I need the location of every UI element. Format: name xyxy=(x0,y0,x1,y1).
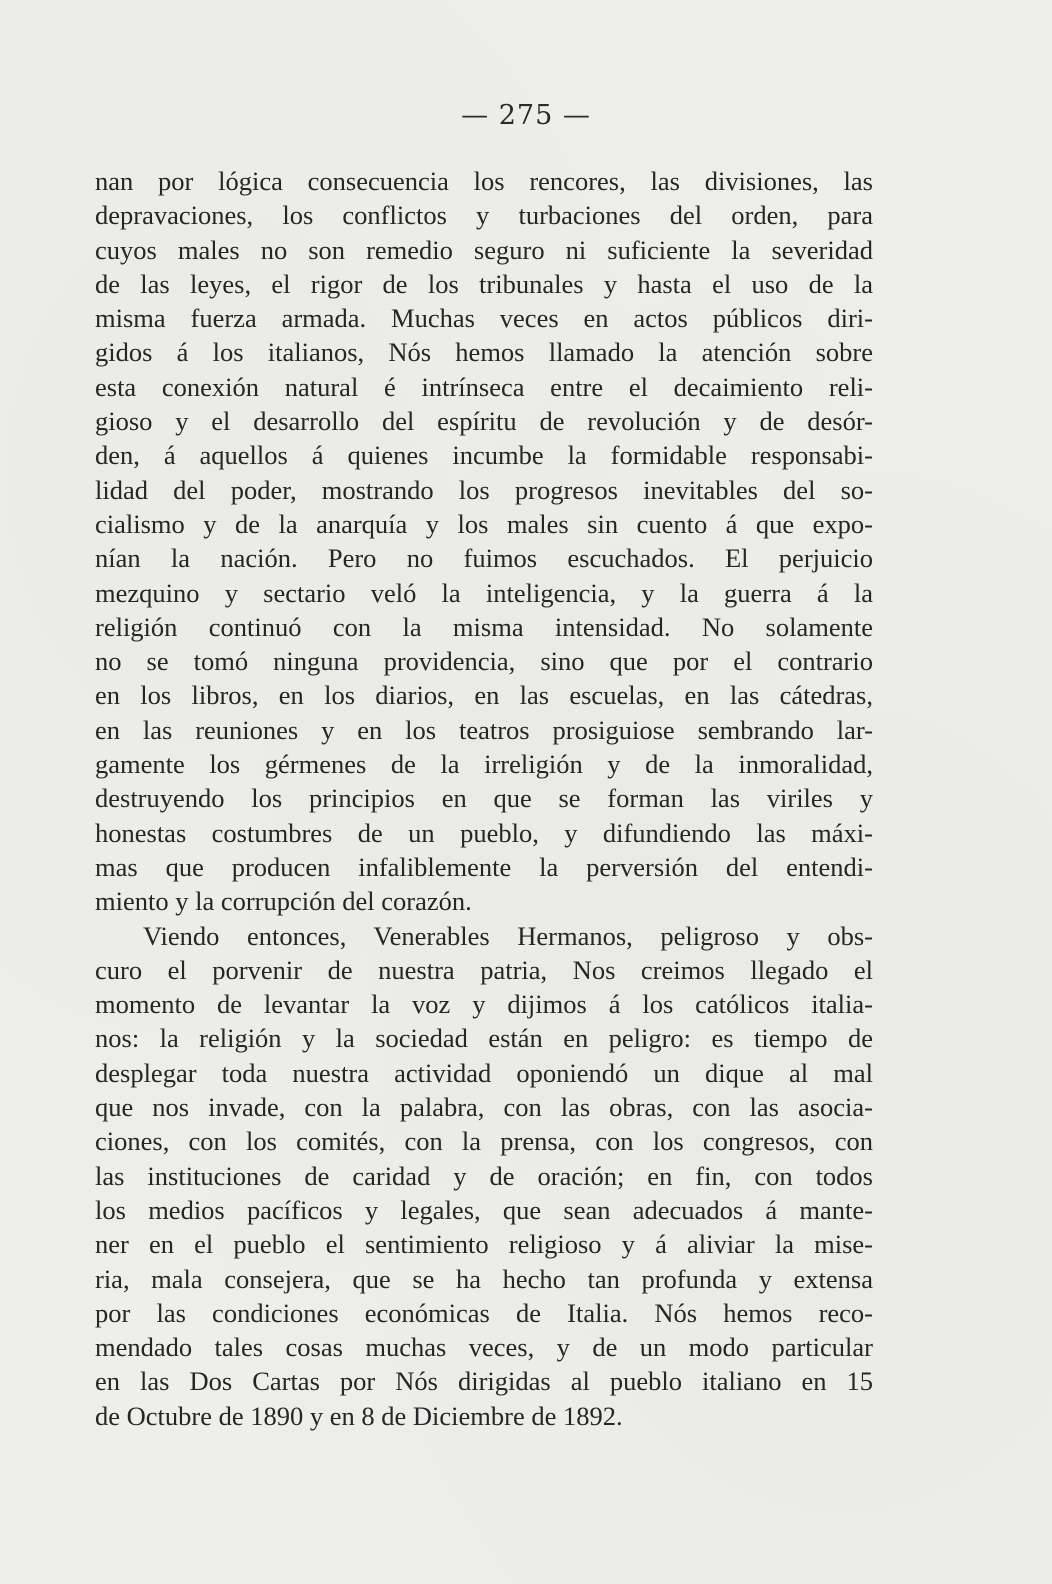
text-line: mendado tales cosas muchas veces, y de un modo particular xyxy=(95,1332,873,1363)
body-text xyxy=(95,164,873,1433)
text-line: misma fuerza armada. Muchas veces en actos públicos diri- xyxy=(95,303,873,334)
text-line: ria, mala consejera, que se ha hecho tan profunda y extensa xyxy=(95,1263,873,1294)
text-line: religión continuó con la misma intensidad. No solamente xyxy=(95,611,873,642)
text-line: mezquino y sectario veló la inteligencia, y la guerra á la xyxy=(95,577,873,608)
text-line: gioso y el desarrollo del espíritu de revolución y de desór- xyxy=(95,406,873,437)
text-line: nían la nación. Pero no fuimos escuchados. El perjuicio xyxy=(95,543,873,574)
text-line: ner en el pueblo el sentimiento religioso y á aliviar la mise- xyxy=(95,1229,873,1260)
text-line: gidos á los italianos, Nós hemos llamado la atención sobre xyxy=(95,337,873,368)
text-line: depravaciones, los conflictos y turbaciones del orden, para xyxy=(95,200,873,231)
text-line: por las condiciones económicas de Italia. Nós hemos reco- xyxy=(95,1297,873,1328)
text-line: cuyos males no son remedio seguro ni suficiente la severidad xyxy=(95,234,873,265)
text-line: nan por lógica consecuencia los rencores, las divisiones, las xyxy=(95,166,873,196)
text-line: curo el porvenir de nuestra patria, Nos creimos llegado el xyxy=(95,954,873,985)
text-line: destruyendo los principios en que se forman las viriles y xyxy=(95,783,873,814)
text-line: momento de levantar la voz y dijimos á los católicos italia- xyxy=(95,989,873,1020)
page-number: — 275 — xyxy=(461,100,591,131)
text-line: ciones, con los comités, con la prensa, con los congresos, con xyxy=(95,1126,873,1157)
text-line: honestas costumbres de un pueblo, y difundiendo las máxi- xyxy=(95,817,873,848)
text-line: desplegar toda nuestra actividad oponiendó un dique al mal xyxy=(95,1057,873,1088)
text-line: en las reuniones y en los teatros prosiguiose sembrando lar- xyxy=(95,714,873,745)
text-line: que nos invade, con la palabra, con las obras, con las asocia- xyxy=(95,1092,873,1123)
text-line: no se tomó ninguna providencia, sino que por el contrario xyxy=(95,646,873,677)
text-line: en los libros, en los diarios, en las escuelas, en las cátedras, xyxy=(95,680,873,711)
text-line: miento y la corrupción del corazón. xyxy=(95,886,472,917)
text-line: nos: la religión y la sociedad están en peligro: es tiempo de xyxy=(95,1023,873,1054)
text-line: cialismo y de la anarquía y los males sin cuento á que expo- xyxy=(95,508,873,539)
text-line: gamente los gérmenes de la irreligión y de la inmoralidad, xyxy=(95,749,873,780)
text-line: den, á aquellos á quienes incumbe la formidable responsabi- xyxy=(95,440,873,471)
text-line: las instituciones de caridad y de oración; en fin, con todos xyxy=(95,1160,873,1191)
text-line: en las Dos Cartas por Nós dirigidas al pueblo italiano en 15 xyxy=(95,1366,873,1397)
text-line: los medios pacíficos y legales, que sean adecuados á mante- xyxy=(95,1194,873,1225)
paragraph-start-line: Viendo entonces, Venerables Hermanos, peligroso y obs- xyxy=(143,920,873,951)
text-line: mas que producen infaliblemente la perversión del entendi- xyxy=(95,851,873,882)
text-line: lidad del poder, mostrando los progresos inevitables del so- xyxy=(95,474,873,505)
text-line: de las leyes, el rigor de los tribunales y hasta el uso de la xyxy=(95,268,873,299)
text-line: esta conexión natural é intrínseca entre el decaimiento reli- xyxy=(95,371,873,402)
text-line: de Octubre de 1890 y en 8 de Diciembre de 1892. xyxy=(95,1400,623,1431)
